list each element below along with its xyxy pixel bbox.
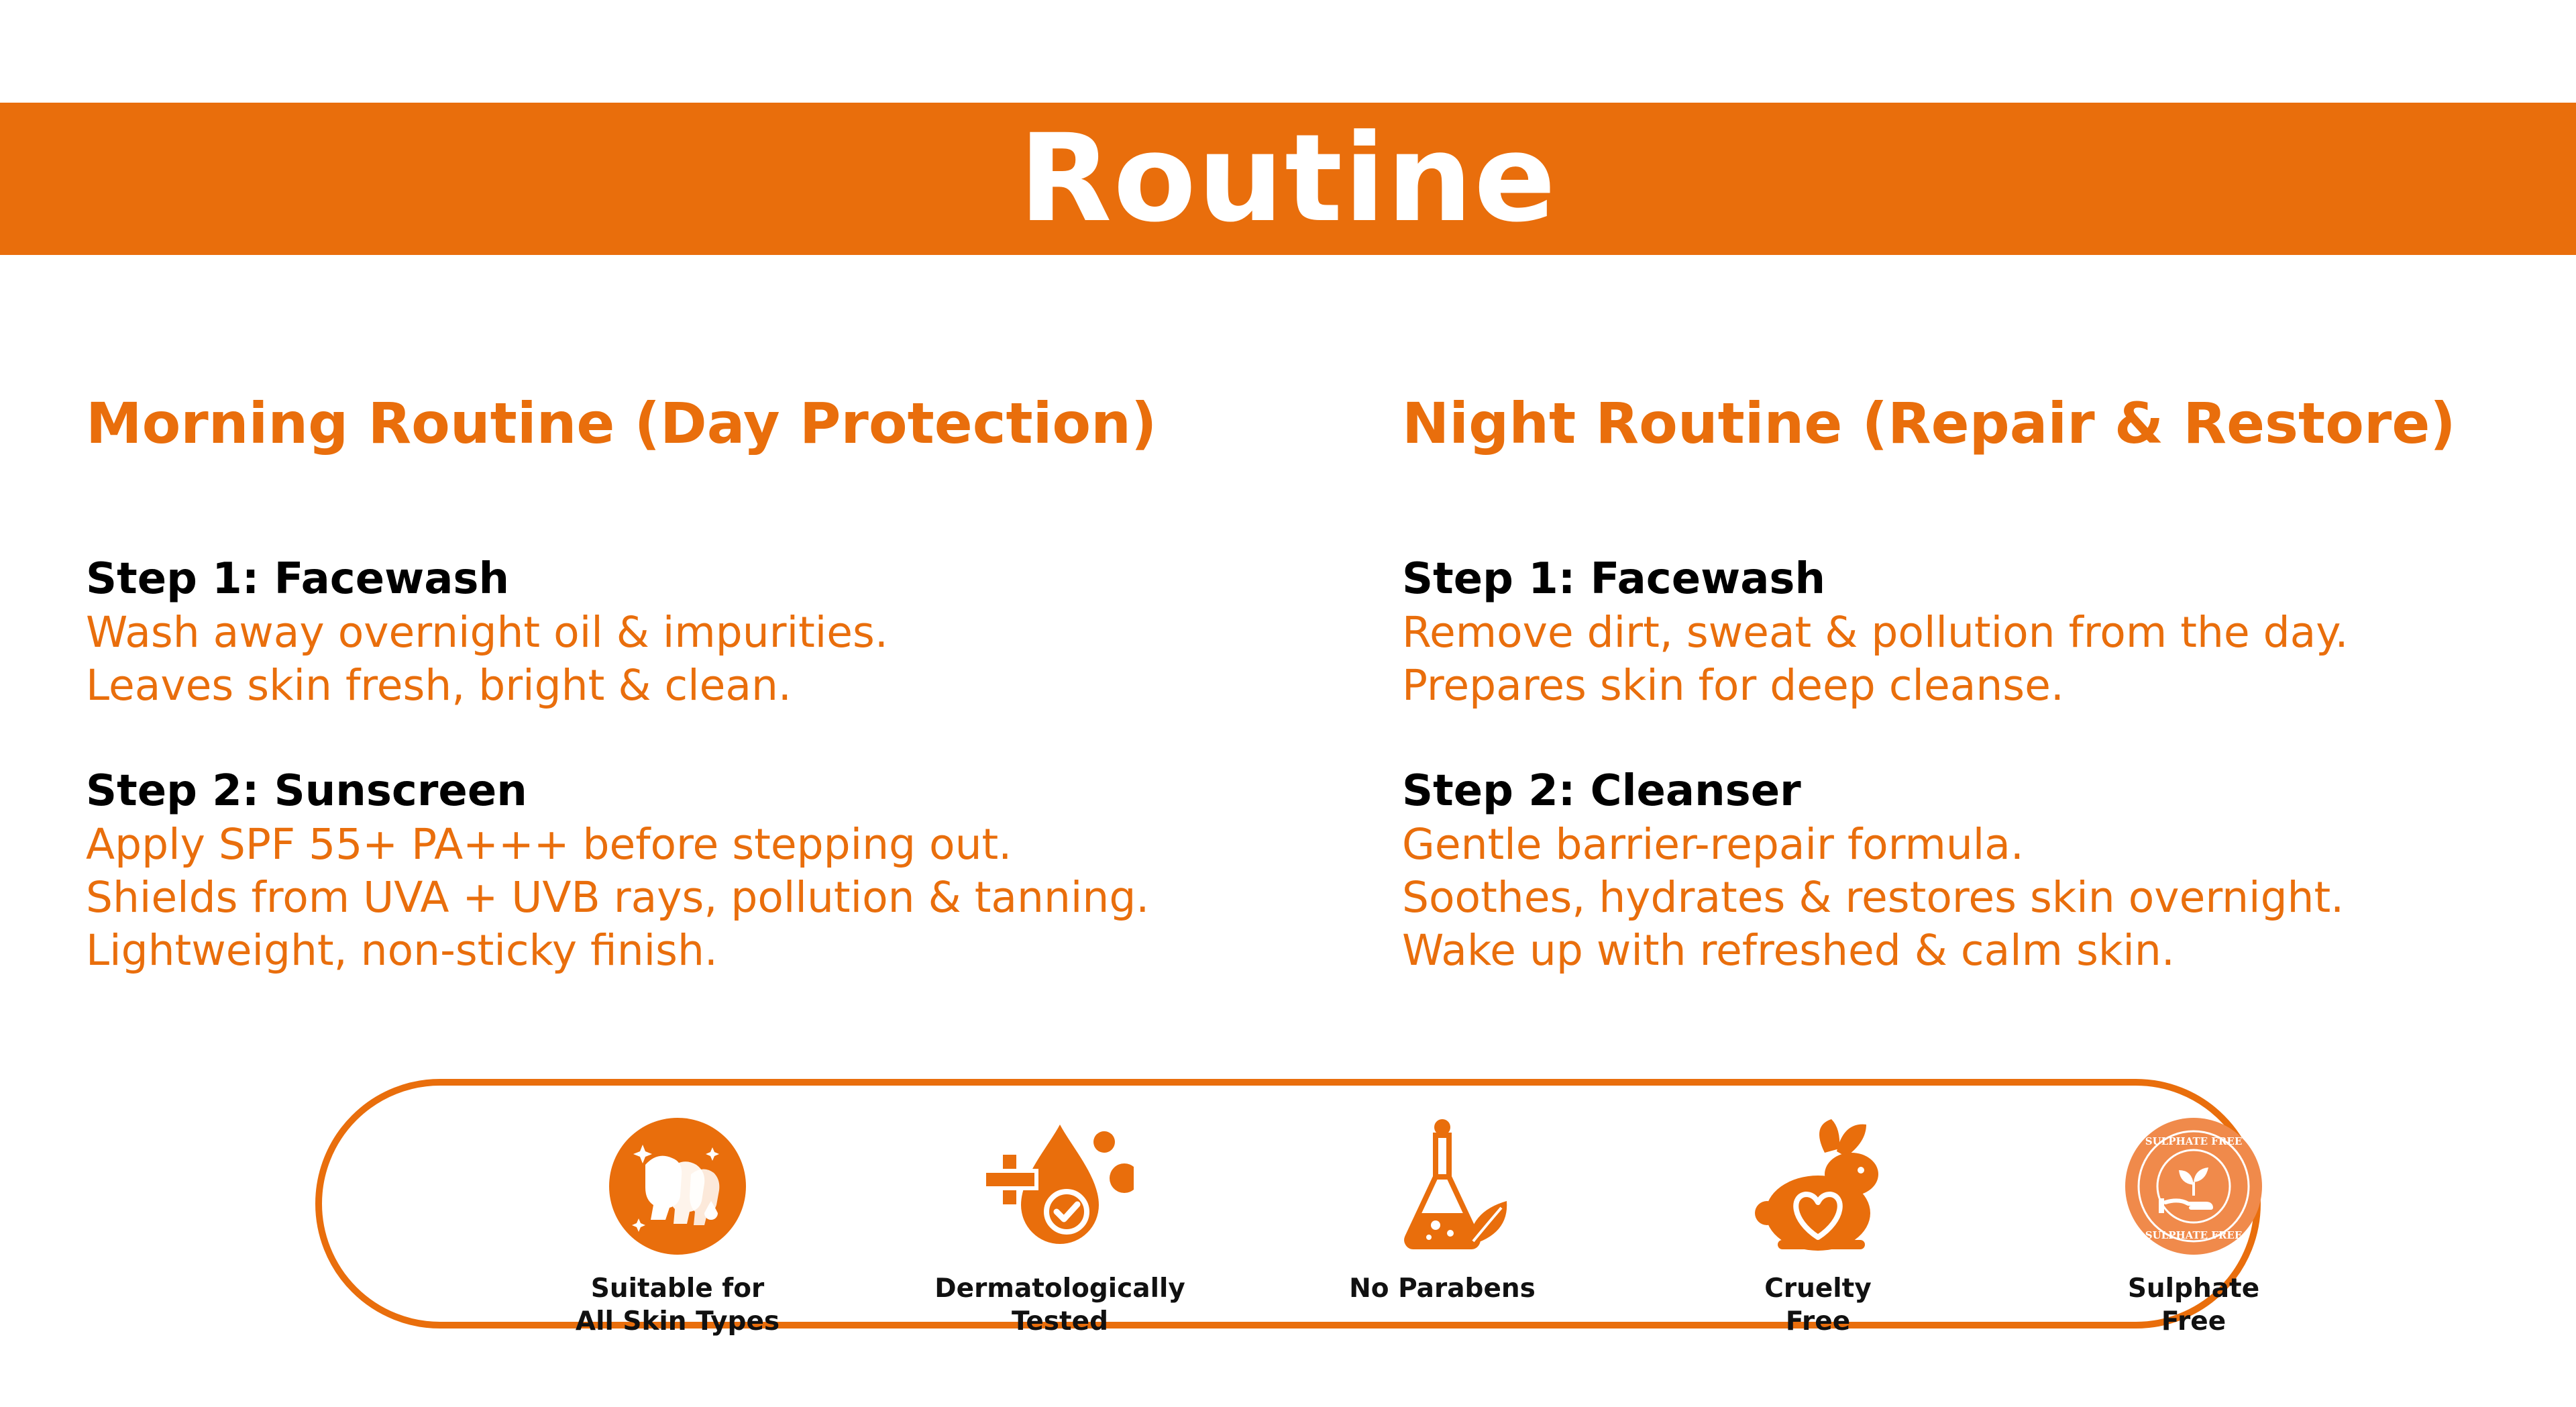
step-description-line: Shields from UVA + UVB rays, pollution & tanning.: [86, 873, 1150, 922]
step-description-line: Lightweight, non-sticky finish.: [86, 926, 718, 975]
step-description-line: Remove dirt, sweat & pollution from the day.: [1402, 608, 2349, 657]
morning-routine-heading: Morning Routine (Day Protection): [86, 390, 1157, 456]
step-title: Step 2: Cleanser: [1402, 766, 1801, 816]
sulphate-free-seal-icon: [2120, 1112, 2267, 1260]
night-step-2: [1402, 764, 2576, 977]
badge-label: Sulphate Free: [2127, 1273, 2260, 1337]
night-step-1: [1402, 552, 2576, 712]
step-description-line: Soothes, hydrates & restores skin overnight.: [1402, 873, 2345, 922]
morning-step-1: [86, 552, 1327, 712]
badge-label: Suitable for All Skin Types: [575, 1273, 780, 1337]
step-description-line: Gentle barrier-repair formula.: [1402, 820, 2024, 869]
rabbit-heart-icon: [1744, 1112, 1892, 1260]
night-routine-heading: Night Routine (Repair & Restore): [1402, 390, 2456, 456]
night-routine-section: [1402, 386, 2576, 1029]
derma-drop-icon: [986, 1112, 1134, 1260]
flask-leaf-icon: [1368, 1112, 1516, 1260]
morning-step-2: [86, 764, 1327, 977]
step-description-line: Prepares skin for deep cleanse.: [1402, 661, 2064, 710]
step-title: Step 1: Facewash: [86, 554, 510, 604]
page-title: Routine: [1018, 108, 1558, 249]
badge-label: Cruelty Free: [1764, 1273, 1872, 1337]
faces-icon: [604, 1112, 751, 1260]
step-title: Step 2: Sunscreen: [86, 766, 527, 816]
step-description-line: Leaves skin fresh, bright & clean.: [86, 661, 792, 710]
badge-sulphate-free: [2039, 1112, 2348, 1338]
step-title: Step 1: Facewash: [1402, 554, 1826, 604]
step-description-line: Wake up with refreshed & calm skin.: [1402, 926, 2175, 975]
badge-all-skin-types: [523, 1112, 832, 1338]
badge-label: No Parabens: [1349, 1273, 1536, 1304]
badge-dermatologically-tested: [906, 1112, 1214, 1338]
title-banner: [0, 103, 2576, 255]
badge-no-parabens: [1288, 1112, 1597, 1305]
night-steps: [1402, 552, 2576, 977]
product-claims-badges: [315, 1079, 2261, 1337]
morning-steps: [86, 552, 1327, 977]
step-description-line: Apply SPF 55+ PA+++ before stepping out.: [86, 820, 1012, 869]
step-description-line: Wash away overnight oil & impurities.: [86, 608, 888, 657]
morning-routine-section: [86, 386, 1327, 1029]
badge-cruelty-free: [1664, 1112, 1972, 1338]
seal-text-top: SULPHATE FREE: [2145, 1135, 2243, 1147]
seal-text-bottom: SULPHATE FREE: [2145, 1229, 2243, 1241]
badge-label: Dermatologically Tested: [934, 1273, 1185, 1337]
